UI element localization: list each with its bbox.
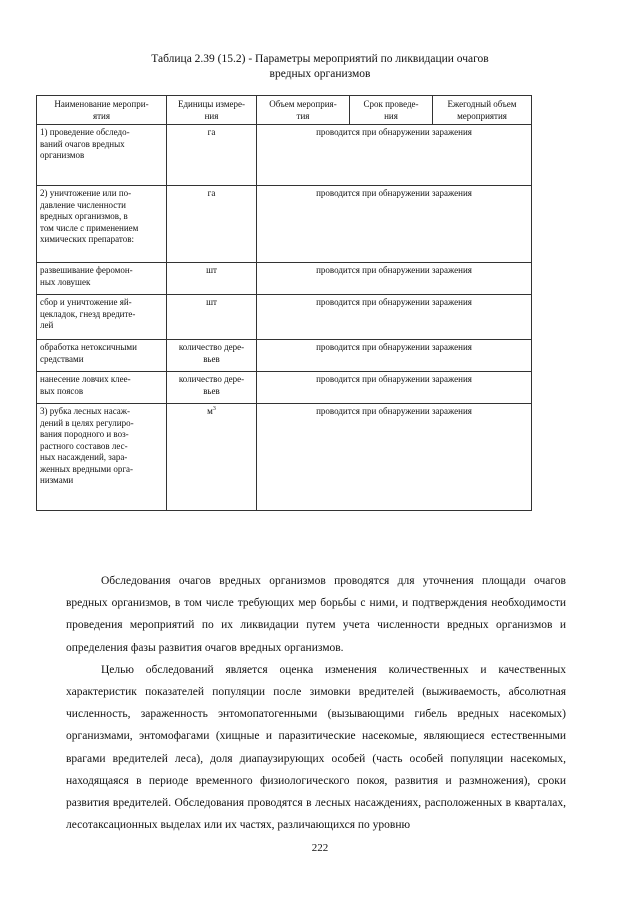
cell-unit: шт: [167, 263, 257, 295]
body-text: [66, 570, 566, 836]
cell-note: проводится при обнаружении заражения: [257, 404, 532, 511]
cell-measure-name: сбор и уничтожение яй- цекладок, гнезд вредите- лей: [37, 295, 167, 340]
cell-unit: шт: [167, 295, 257, 340]
cell-measure-name: развешивание феромон- ных ловушек: [37, 263, 167, 295]
cell-unit: га: [167, 125, 257, 186]
cell-note: проводится при обнаружении заражения: [257, 372, 532, 404]
cell-measure-name: нанесение ловчих клее- вых поясов: [37, 372, 167, 404]
cell-note: проводится при обнаружении заражения: [257, 125, 532, 186]
measures-parameters-table: [36, 95, 532, 511]
header-measure-name: Наименование меропри- ятия: [37, 96, 167, 125]
cell-measure-name: 1) проведение обследо- ваний очагов вредных организмов: [37, 125, 167, 186]
header-term: Срок проведе- ния: [350, 96, 433, 125]
paragraph-survey-goals: Целью обследований является оценка изменения количественных и качественных характеристик показателей популяции после зимовки вредителей (выживаемость, абсолютная численность, зараженность энтомопатогенными (вызывающими гибель вредных насекомых) организмами, энтомофагами (хищные и паразитические насекомые, являющиеся естественными врагами вредителей леса), доля диапаузирующих особей (часть особей популяции насекомых, находящаяся в периоде временного физиологического покоя, развития и размножения), сроки развития вредителей. Обследования проводятся в лесных насаждениях, расположенных в кварталах, лесотаксационных выделах или их частях, различающихся по уровню: [66, 663, 566, 832]
table-caption-line-2: вредных организмов: [269, 68, 371, 80]
table-row: [37, 404, 532, 511]
table-caption-line-1: Таблица 2.39 (15.2) - Параметры мероприятий по ликвидации очагов: [151, 53, 489, 65]
cell-measure-name: 2) уничтожение или по- давление численности вредных организмов, в том числе с применением химических препаратов:: [37, 186, 167, 263]
cell-note: проводится при обнаружении заражения: [257, 263, 532, 295]
cell-unit: га: [167, 186, 257, 263]
table-row: [37, 263, 532, 295]
cell-note: проводится при обнаружении заражения: [257, 186, 532, 263]
table-row: [37, 125, 532, 186]
cell-unit: количество дере- вьев: [167, 372, 257, 404]
header-annual-volume: Ежегодный объем мероприятия: [433, 96, 532, 125]
page-number: 222: [311, 842, 329, 854]
cell-note: проводится при обнаружении заражения: [257, 340, 532, 372]
table-header-row: [37, 96, 532, 125]
table-row: [37, 295, 532, 340]
table-caption: [80, 52, 560, 82]
header-units: Единицы измере- ния: [167, 96, 257, 125]
paragraph-surveys: Обследования очагов вредных организмов проводятся для уточнения площади очагов вредных организмов, в том числе требующих мер борьбы с ними, и подтверждения необходимости проведения мероприятий по их ликвидации путем учета численности вредных организмов и определения фазы развития очагов вредных организмов.: [66, 575, 566, 654]
cell-note: проводится при обнаружении заражения: [257, 295, 532, 340]
cell-measure-name: обработка нетоксичными средствами: [37, 340, 167, 372]
cell-unit: $м^3$: [167, 404, 257, 511]
table-row: [37, 372, 532, 404]
header-volume: Объем мероприя- тия: [257, 96, 350, 125]
table-row: [37, 186, 532, 263]
cell-measure-name: 3) рубка лесных насаж- дений в целях регулиро- вания породного и воз- растного составов лес- ных насаждений, зара- женных вредными орга- низмами: [37, 404, 167, 511]
cell-unit: количество дере- вьев: [167, 340, 257, 372]
table-row: [37, 340, 532, 372]
